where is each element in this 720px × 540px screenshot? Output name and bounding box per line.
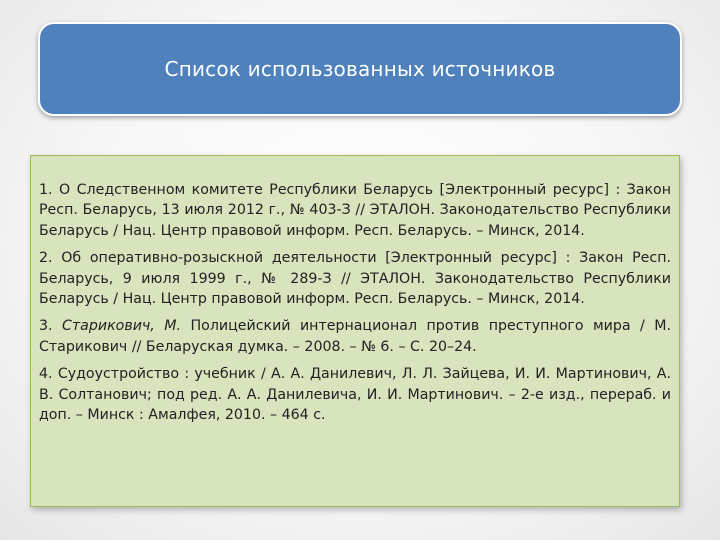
reference-number: 4. <box>39 366 53 383</box>
reference-number: 2. <box>39 250 53 267</box>
reference-number: 3. <box>39 318 53 335</box>
reference-text: Об оперативно-розыскной деятельности [Электронный ресурс] : Закон Респ. Беларусь, 9 июля 1999 г., № 289-З // ЭТАЛОН. Законодательство Республики Беларусь / Нац. Центр правовой информ. Респ. Беларусь. – Минск, 2014. <box>39 250 671 308</box>
references-panel <box>30 155 680 507</box>
slide-title: Список использованных источников <box>164 57 556 81</box>
reference-text: О Следственном комитете Республики Беларусь [Электронный ресурс] : Закон Респ. Беларусь, 13 июля 2012 г., № 403-З // ЭТАЛОН. Законодательство Республики Беларусь / Нац. Центр правовой информ. Респ. Беларусь. – Минск, 2014. <box>39 182 671 239</box>
reference-author: Старикович, М. <box>62 318 182 335</box>
title-banner <box>38 22 682 116</box>
reference-item-3 <box>39 316 671 357</box>
reference-text: Судоустройство : учебник / А. А. Данилевич, Л. Л. Зайцева, И. И. Мартинович, А. В. Солтанович; под ред. А. А. Данилевича, И. И. Мартинович. – 2-е изд., перераб. и доп. – Минск : Амалфея, 2010. – 464 с. <box>39 366 671 424</box>
reference-text: Полицейский интернационал против преступного мира / М. Старикович // Беларуская думка. – 2008. – № 6. – С. 20–24. <box>39 318 672 355</box>
reference-item-1 <box>39 180 671 241</box>
reference-item-4 <box>39 364 671 425</box>
reference-item-2 <box>39 248 671 309</box>
reference-number: 1. <box>39 182 53 198</box>
